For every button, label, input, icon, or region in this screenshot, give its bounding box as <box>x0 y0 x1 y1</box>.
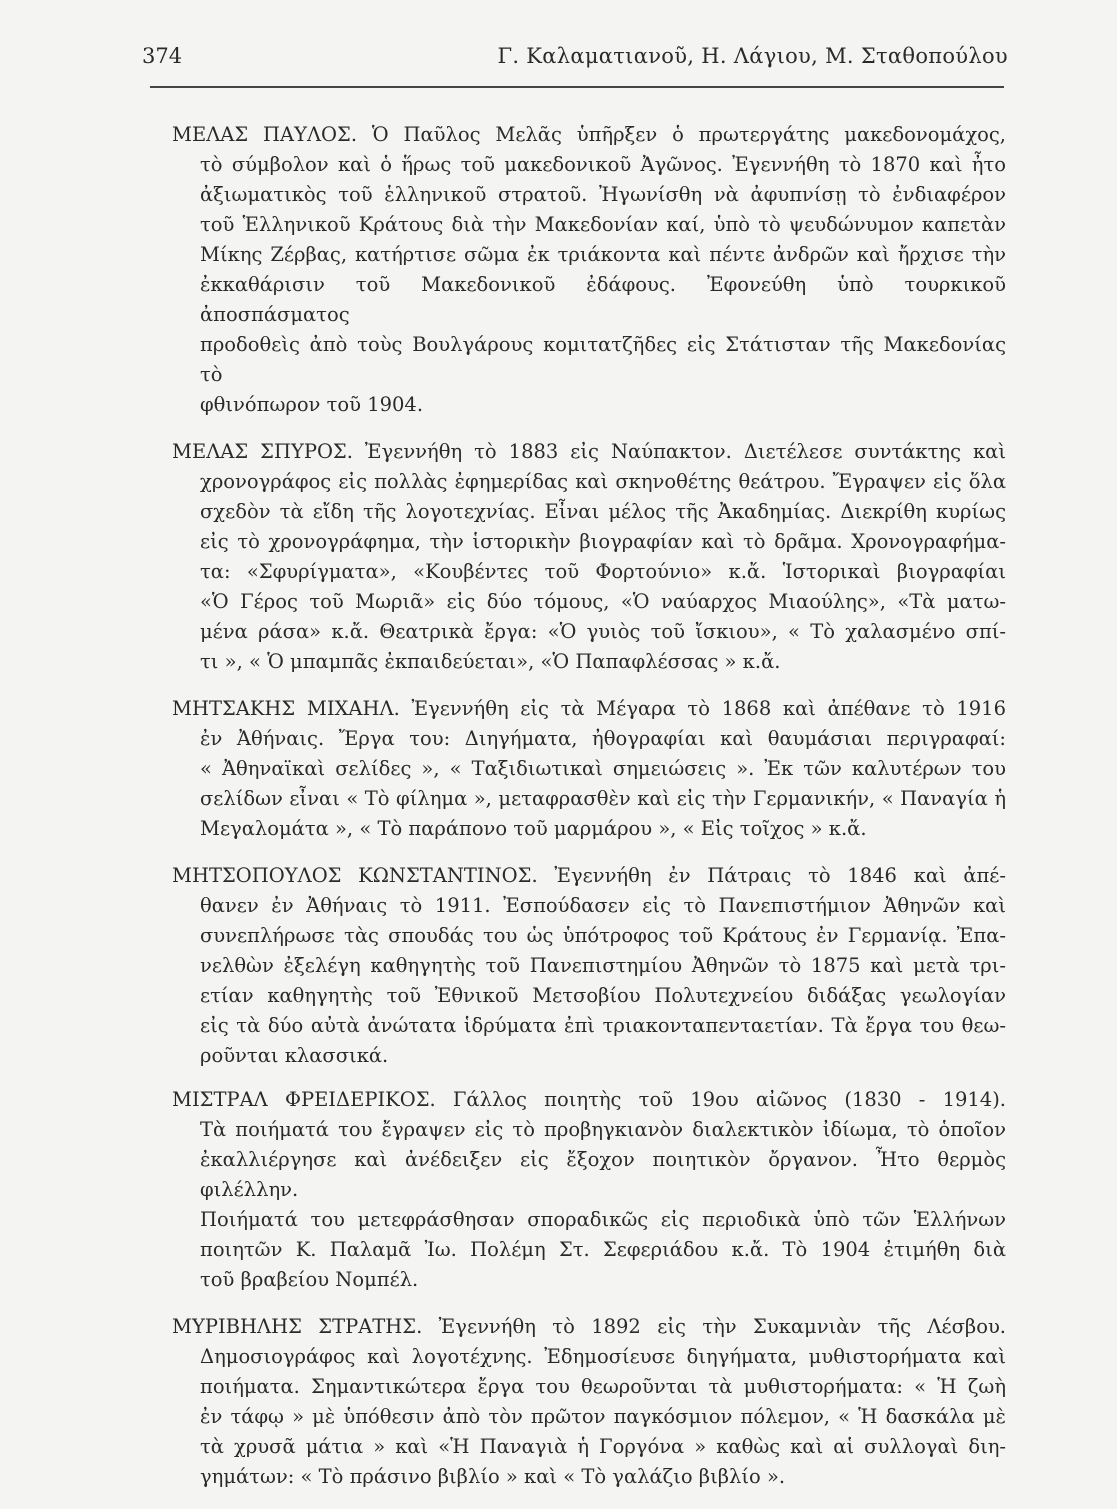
entry-text-line: τα: «Σφυρίγματα», «Κουβέντες τοῦ Φορτούνιο» κ.ἄ. Ἱστορικαὶ βιογραφίαι <box>200 560 1006 583</box>
entry-heading-line: ΜΕΛΑΣ ΣΠΥΡΟΣ. Ἐγεννήθη τὸ 1883 εἰς Ναύπακτον. Διετέλεσε συντάκτης καὶ <box>172 440 1006 463</box>
entry-text-line: Ποιήματά του μετεφράσθησαν σποραδικῶς εἰς περιοδικὰ ὑπὸ τῶν Ἑλλήνων <box>200 1208 1006 1231</box>
dictionary-entries <box>172 120 1006 1509</box>
entry-text-line: ροῦνται κλασσικά. <box>200 1044 389 1067</box>
biography-entry <box>172 694 1006 844</box>
entry-text-line: τοῦ Ἑλληνικοῦ Κράτους διὰ τὴν Μακεδονίαν καί, ὑπὸ τὸ ψευδώνυμον καπετὰν <box>200 213 1006 236</box>
entry-heading-line: ΜΕΛΑΣ ΠΑΥΛΟΣ. Ὁ Παῦλος Μελᾶς ὑπῆρξεν ὁ πρωτεργάτης μακεδονομάχος, <box>172 123 1006 146</box>
entry-text-line: χρονογράφος εἰς πολλὰς ἐφημερίδας καὶ σκηνοθέτης θεάτρου. Ἔγραψεν εἰς ὅλα <box>200 470 1006 493</box>
entry-text-line: Μίκης Ζέρβας, κατήρτισε σῶμα ἐκ τριάκοντα καὶ πέντε ἀνδρῶν καὶ ἤρχισε τὴν <box>200 243 1006 266</box>
entry-text-line: τὰ χρυσᾶ μάτια » καὶ «Ἡ Παναγιὰ ἡ Γοργόνα » καθὼς καὶ αἱ συλλογαὶ διη- <box>200 1435 1006 1458</box>
entry-text-line: σελίδων εἶναι « Τὸ φίλημα », μεταφρασθὲν καὶ εἰς τὴν Γερμανικήν, « Παναγία ἡ <box>200 787 1006 810</box>
entry-heading-line: ΜΙΣΤΡΑΛ ΦΡΕΙΔΕΡΙΚΟΣ. Γάλλος ποιητὴς τοῦ 19ου αἰῶνος (1830 - 1914). <box>172 1088 1006 1111</box>
biography-entry <box>172 1085 1006 1295</box>
entry-text-line: ἐν τάφῳ » μὲ ὑπόθεσιν ἀπὸ τὸν πρῶτον παγκόσμιον πόλεμον, « Ἡ δασκάλα μὲ <box>200 1405 1006 1428</box>
entry-heading-line: ΜΥΡΙΒΗΛΗΣ ΣΤΡΑΤΗΣ. Ἐγεννήθη τὸ 1892 εἰς τὴν Συκαμνιὰν τῆς Λέσβου. <box>172 1315 1006 1338</box>
entry-text-line: ετίαν καθηγητὴς τοῦ Ἐθνικοῦ Μετσοβίου Πολυτεχνείου διδάξας γεωλογίαν <box>200 984 1006 1007</box>
entry-text-line: σχεδὸν τὰ εἴδη τῆς λογοτεχνίας. Εἶναι μέλος τῆς Ἀκαδημίας. Διεκρίθη κυρίως <box>200 500 1006 523</box>
biography-entry <box>172 861 1006 1071</box>
entry-text-line: συνεπλήρωσε τὰς σπουδάς του ὡς ὑπότροφος τοῦ Κράτους ἐν Γερμανίᾳ. Ἐπα- <box>200 924 1006 947</box>
entry-text-line: ἐκαλλιέργησε καὶ ἀνέδειξεν εἰς ἔξοχον ποιητικὸν ὄργανον. Ἦτο θερμὸς φιλέλλην. <box>200 1148 1006 1201</box>
entry-text-line: ἀξιωματικὸς τοῦ ἑλληνικοῦ στρατοῦ. Ἠγωνίσθη νὰ ἀφυπνίσῃ τὸ ἐνδιαφέρον <box>200 183 1006 206</box>
entry-heading-line: ΜΗΤΣΑΚΗΣ ΜΙΧΑΗΛ. Ἐγεννήθη εἰς τὰ Μέγαρα τὸ 1868 καὶ ἀπέθανε τὸ 1916 <box>172 697 1006 720</box>
entry-text-line: εἰς τὸ χρονογράφημα, τὴν ἱστορικὴν βιογραφίαν καὶ τὸ δρᾶμα. Χρονογραφήμα- <box>200 530 1006 553</box>
entry-text-line: ποιητῶν Κ. Παλαμᾶ Ἰω. Πολέμη Στ. Σεφεριάδου κ.ἄ. Τὸ 1904 ἐτιμήθη διὰ <box>200 1238 1006 1261</box>
running-title: Γ. Καλαματιανοῦ, Η. Λάγιου, Μ. Σταθοπούλου <box>497 44 1008 68</box>
entry-text-line: προδοθεὶς ἀπὸ τοὺς Βουλγάρους κομιτατζῆδες εἰς Στάτισταν τῆς Μακεδονίας τὸ <box>200 333 1006 386</box>
entry-text-line: φθινόπωρον τοῦ 1904. <box>200 393 424 416</box>
entry-text-line: Δημοσιογράφος καὶ λογοτέχνης. Ἐδημοσίευσε διηγήματα, μυθιστορήματα καὶ <box>200 1345 1006 1368</box>
entry-text-line: εἰς τὰ δύο αὐτὰ ἀνώτατα ἱδρύματα ἐπὶ τριακονταπενταετίαν. Τὰ ἔργα του θεω- <box>200 1014 1006 1037</box>
biography-entry <box>172 437 1006 677</box>
entry-text-line: τοῦ βραβείου Νομπέλ. <box>200 1268 419 1291</box>
entry-text-line: θανεν ἐν Ἀθήναις τὸ 1911. Ἐσπούδασεν εἰς τὸ Πανεπιστήμιον Ἀθηνῶν καὶ <box>200 894 1006 917</box>
entry-text-line: ἐκκαθάρισιν τοῦ Μακεδονικοῦ ἐδάφους. Ἐφονεύθη ὑπὸ τουρκικοῦ ἀποσπάσματος <box>200 273 1006 326</box>
biography-entry <box>172 120 1006 420</box>
header-rule <box>150 86 1004 88</box>
entry-text-line: γημάτων: « Τὸ πράσινο βιβλίο » καὶ « Τὸ γαλάζιο βιβλίο ». <box>200 1465 786 1488</box>
entry-text-line: «Ὁ Γέρος τοῦ Μωριᾶ» εἰς δύο τόμους, «Ὁ ναύαρχος Μιαούλης», «Τὰ ματω- <box>200 590 1006 613</box>
entry-text-line: τὸ σύμβολον καὶ ὁ ἥρως τοῦ μακεδονικοῦ Ἀγῶνος. Ἐγεννήθη τὸ 1870 καὶ ἦτο <box>200 153 1006 176</box>
running-header <box>142 44 1008 74</box>
entry-text-line: « Ἀθηναϊκαὶ σελίδες », « Ταξιδιωτικαὶ σημειώσεις ». Ἐκ τῶν καλυτέρων του <box>200 757 1006 780</box>
entry-text-line: νελθὼν ἐξελέγη καθηγητὴς τοῦ Πανεπιστημίου Ἀθηνῶν τὸ 1875 καὶ μετὰ τρι- <box>200 954 1006 977</box>
entry-text-line: Τὰ ποιήματά του ἔγραψεν εἰς τὸ προβηγκιανὸν διαλεκτικὸν ἰδίωμα, τὸ ὁποῖον <box>200 1118 1006 1141</box>
entry-text-line: Μεγαλομάτα », « Τὸ παράπονο τοῦ μαρμάρου », « Εἰς τοῖχος » κ.ἄ. <box>200 817 867 840</box>
entry-heading-line: ΜΗΤΣΟΠΟΥΛΟΣ ΚΩΝΣΤΑΝΤΙΝΟΣ. Ἐγεννήθη ἐν Πάτραις τὸ 1846 καὶ ἀπέ- <box>172 864 1006 887</box>
entry-text-line: μένα ράσα» κ.ἄ. Θεατρικὰ ἔργα: «Ὁ γυιὸς τοῦ ἴσκιου», « Τὸ χαλασμένο σπί- <box>200 620 1006 643</box>
page-number: 374 <box>142 44 183 68</box>
entry-text-line: ἐν Ἀθήναις. Ἔργα του: Διηγήματα, ἠθογραφίαι καὶ θαυμάσιαι περιγραφαί: <box>200 727 1006 750</box>
biography-entry <box>172 1312 1006 1492</box>
entry-text-line: ποιήματα. Σημαντικώτερα ἔργα του θεωροῦνται τὰ μυθιστορήματα: « Ἡ ζωὴ <box>200 1375 1006 1398</box>
entry-text-line: τι », « Ὁ μπαμπᾶς ἐκπαιδεύεται», «Ὁ Παπαφλέσσας » κ.ἄ. <box>200 650 781 673</box>
